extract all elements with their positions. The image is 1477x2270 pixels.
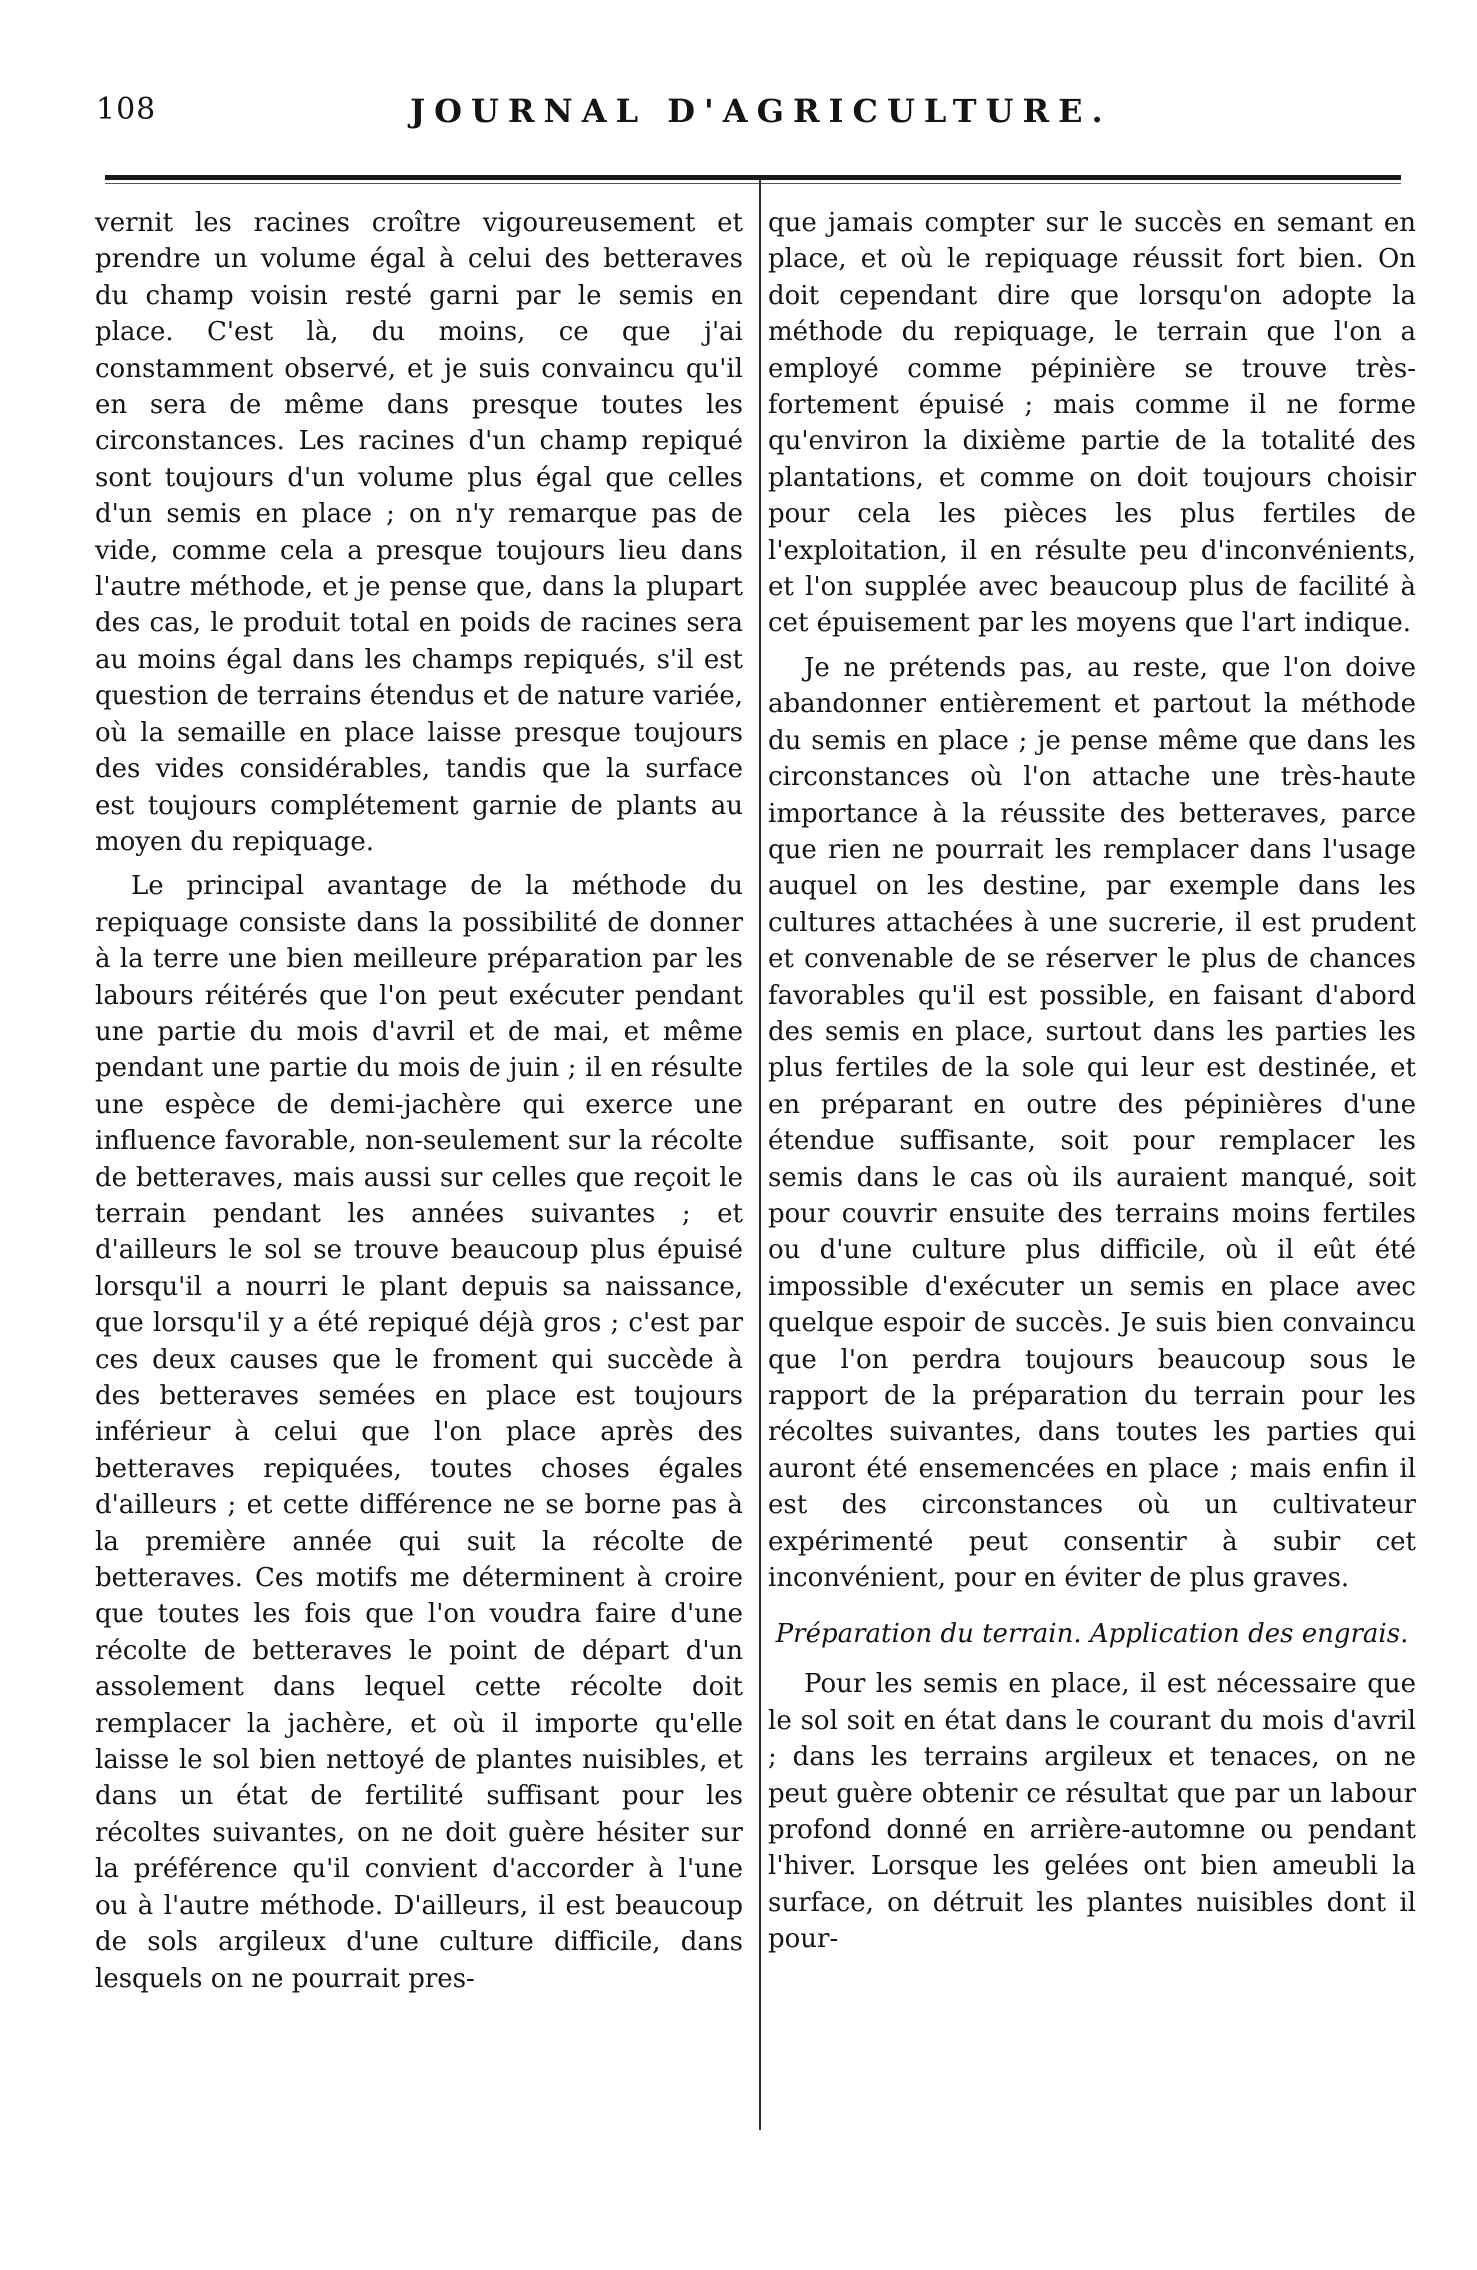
left-paragraph-1: vernit les racines croître vigoureusement et prendre un volume égal à celui des betteraves du champ voisin resté garni par le semis en place. C'est là, du moins, ce que j'ai constamment observé, et je suis convaincu qu'il en sera de même dans presque toutes les circonstances. Les racines d'un champ repiqué sont toujours d'un volume plus égal que celles d'un semis en place ; on n'y remarque pas de vide, comme cela a presque toujours lieu dans l'autre méthode, et je pense que, dans la plupart des cas, le produit total en poids de racines sera au moins égal dans les champs repiqués, s'il est question de terrains étendus et de nature variée, où la semaille en place laisse presque toujours des vides considérables, tandis que la surface est toujours complétement garnie de plants au moyen du repiquage. bbox=[95, 208, 743, 857]
left-column bbox=[95, 205, 743, 1997]
header-rule-thin bbox=[105, 183, 1401, 184]
header-rule bbox=[105, 175, 1401, 180]
right-paragraph-3: Pour les semis en place, il est nécessaire que le sol soit en état dans le courant du mois d'avril ; dans les terrains argileux et tenaces, on ne peut guère obtenir ce résultat que par un labour profond donné en arrière-automne ou pendant l'hiver. Lorsque les gelées ont bien ameubli la surface, on détruit les plantes nuisibles dont il pour- bbox=[768, 1669, 1416, 1955]
right-column bbox=[768, 205, 1416, 1958]
section-heading: Préparation du terrain. Application des engrais. bbox=[775, 1619, 1409, 1650]
left-paragraph-2: Le principal avantage de la méthode du repiquage consiste dans la possibilité de donner à la terre une bien meilleure préparation par les labours réitérés que l'on peut exécuter pendant une partie du mois d'avril et de mai, et même pendant une partie du mois de juin ; il en résulte une espèce de demi-jachère qui exerce une influence favorable, non-seulement sur la récolte de betteraves, mais aussi sur celles que reçoit le terrain pendant les années suivantes ; et d'ailleurs le sol se trouve beaucoup plus épuisé lorsqu'il a nourri le plant depuis sa naissance, que lorsqu'il y a été repiqué déjà gros ; c'est par ces deux causes que le froment qui succède à des betteraves semées en place est toujours inférieur à celui que l'on place après des betteraves repiquées, toutes choses égales d'ailleurs ; et cette différence ne se borne pas à la première année qui suit la récolte de betteraves. Ces motifs me déterminent à croire que toutes les fois que l'on voudra faire d'une récolte de betteraves le point de départ d'un assolement dans lequel cette récolte doit remplacer la jachère, et où il importe qu'elle laisse le sol bien nettoyé de plantes nuisibles, et dans un état de fertilité suffisant pour les récoltes suivantes, on ne doit guère hésiter sur la préférence qu'il convient d'accorder à l'une ou à l'autre méthode. D'ailleurs, il est beaucoup de sols argileux d'une culture difficile, dans lesquels on ne pourrait pres- bbox=[95, 871, 743, 1994]
right-paragraph-1: que jamais compter sur le succès en semant en place, et où le repiquage réussit fort bien. On doit cependant dire que lorsqu'on adopte la méthode du repiquage, le terrain que l'on a employé comme pépinière se trouve très-fortement épuisé ; mais comme il ne forme qu'environ la dixième partie de la totalité des plantations, et comme on doit toujours choisir pour cela les pièces les plus fertiles de l'exploitation, il en résulte peu d'inconvénients, et l'on supplée avec beaucoup plus de facilité à cet épuisement par les moyens que l'art indique. bbox=[768, 208, 1416, 639]
column-divider bbox=[759, 180, 761, 2130]
page-number: 108 bbox=[96, 92, 157, 127]
running-head: JOURNAL D'AGRICULTURE. bbox=[410, 92, 1112, 130]
right-paragraph-2: Je ne prétends pas, au reste, que l'on doive abandonner entièrement et partout la méthode du semis en place ; je pense même que dans les circonstances où l'on attache une très-haute importance à la réussite des betteraves, parce que rien ne pourrait les remplacer dans l'usage auquel on les destine, par exemple dans les cultures attachées à une sucrerie, il est prudent et convenable de se réserver le plus de chances favorables qu'il est possible, en faisant d'abord des semis en place, surtout dans les parties les plus fertiles de la sole qui leur est destinée, et en préparant en outre des pépinières d'une étendue suffisante, soit pour remplacer les semis dans le cas où ils auraient manqué, soit pour couvrir ensuite des terrains moins fertiles ou d'une culture plus difficile, où il eût été impossible d'exécuter un semis en place avec quelque espoir de succès. Je suis bien convaincu que l'on perdra toujours beaucoup sous le rapport de la préparation du terrain pour les récoltes suivantes, dans toutes les parties qui auront été ensemencées en place ; mais enfin il est des circonstances où un cultivateur expérimenté peut consentir à subir cet inconvénient, pour en éviter de plus graves. bbox=[768, 652, 1416, 1594]
